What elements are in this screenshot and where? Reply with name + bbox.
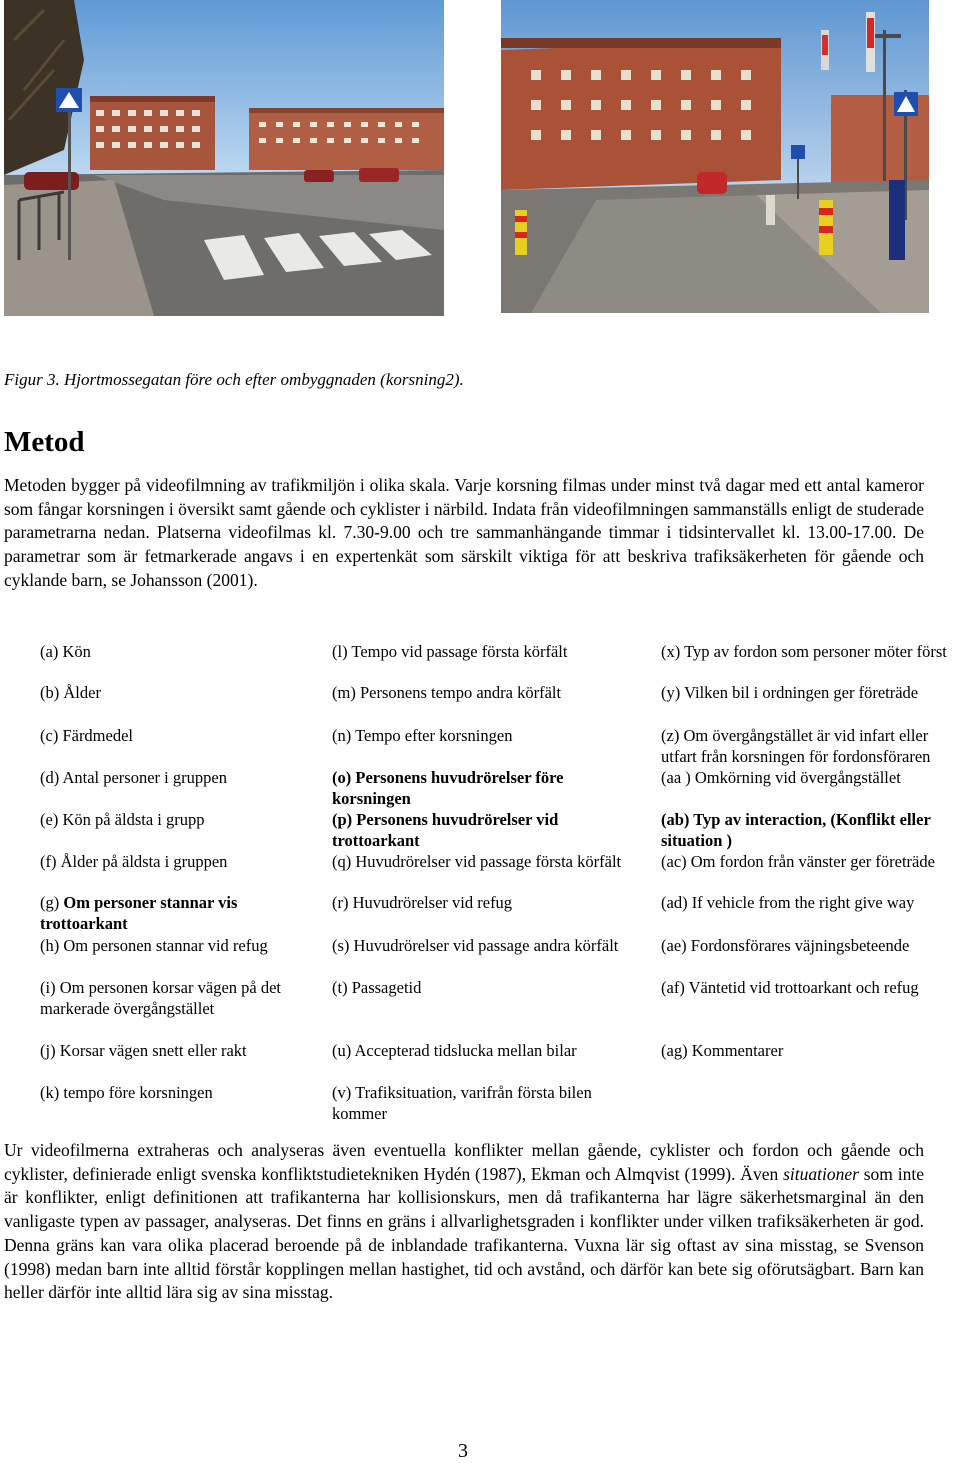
param-n: (n) Tempo efter korsningen: [332, 726, 513, 745]
param-j: (j) Korsar vägen snett eller rakt: [40, 1041, 247, 1060]
param-z: (z) Om övergångstället är vid infart eller utfart från korsningen för fordonsföraren: [661, 726, 931, 766]
param-r: (r) Huvudrörelser vid refug: [332, 893, 513, 912]
param-y: (y) Vilken bil i ordningen ger företräde: [661, 683, 919, 702]
figure-caption: Figur 3. Hjortmossegatan före och efter ombyggnaden (korsning2).: [4, 370, 464, 389]
param-ae: (ae) Fordonsförares väjningsbeteende: [661, 936, 910, 955]
photo-after: [501, 0, 929, 313]
param-f: (f) Ålder på äldsta i gruppen: [40, 852, 228, 871]
param-b: (b) Ålder: [40, 683, 101, 702]
param-ac: (ac) Om fordon från vänster ger företräde: [661, 852, 935, 871]
conclusion-paragraph: [4, 1139, 924, 1305]
param-u: (u) Accepterad tidslucka mellan bilar: [332, 1041, 577, 1060]
param-l: (l) Tempo vid passage första körfält: [332, 642, 568, 661]
param-d: (d) Antal personer i gruppen: [40, 768, 227, 787]
param-h: (h) Om personen stannar vid refug: [40, 936, 268, 955]
param-v: (v) Trafiksituation, varifrån första bilen kommer: [332, 1083, 592, 1123]
param-ag: (ag) Kommentarer: [661, 1041, 784, 1060]
photo-before: [4, 0, 444, 316]
param-aa: (aa ) Omkörning vid övergångstället: [661, 768, 901, 787]
param-t: (t) Passagetid: [332, 978, 422, 997]
param-g-label: Om personer stannar vis trottoarkant: [40, 893, 238, 933]
param-c: (c) Färdmedel: [40, 726, 133, 745]
conclusion-text-2: som inte är konflikter, enligt definitionen att trafikanterna har kollisionskurs, men då trafikanterna har lägre säkerhetsmarginal än den vanligaste typen av passager, analyseras. Det finns en gräns i allvarlighetsgraden i konflikter under vilken trafiksäkerheten är god. Denna gräns kan vara olika placerad beroende på de inblandade trafikanterna. Vuxna lär sig oftast av sina misstag, se Svenson (1998) medan barn inte alltid förstår kopplingen mellan hastighet, tid och avstånd, och därför kan bete sig oförutsägbart. Barn kan heller därför inte alltid lära sig av sina misstag.: [4, 1163, 924, 1303]
section-heading: Metod: [4, 426, 85, 458]
conclusion-text-1: Ur videofilmerna extraheras och analyseras även eventuella konflikter mellan gående, cyklister och fordon och gående och cyklister, definierade enligt svenska konfliktstudietekniken Hydén (1987), Ekman och Almqvist (1999). Även: [4, 1140, 924, 1184]
param-o: (o) Personens huvudrörelser före korsningen: [332, 768, 564, 808]
param-s: (s) Huvudrörelser vid passage andra körfält: [332, 936, 619, 955]
param-g-prefix: (g): [40, 893, 64, 912]
page-number: 3: [458, 1440, 468, 1462]
param-p: (p) Personens huvudrörelser vid trottoarkant: [332, 810, 559, 850]
param-e: (e) Kön på äldsta i grupp: [40, 810, 205, 829]
param-a: (a) Kön: [40, 642, 91, 661]
param-g: [40, 893, 290, 934]
param-i: (i) Om personen korsar vägen på det markerade övergångstället: [40, 978, 281, 1018]
param-q: (q) Huvudrörelser vid passage första körfält: [332, 852, 622, 871]
param-ad: (ad) If vehicle from the right give way: [661, 893, 915, 912]
param-k: (k) tempo före korsningen: [40, 1083, 213, 1102]
param-m: (m) Personens tempo andra körfält: [332, 683, 562, 702]
param-ab: (ab) Typ av interaction, (Konflikt eller situation ): [661, 810, 931, 850]
conclusion-emphasis: situationer: [783, 1163, 859, 1184]
intro-paragraph: Metoden bygger på videofilmning av trafikmiljön i olika skala. Varje korsning filmas under minst två dagar med ett antal kameror som fångar korsningen i översikt samt gående och cyklister i närbild. Indata från videofilmningen sammanställs enligt de studerade parametrarna nedan. Platserna videofilmas kl. 7.30-9.00 och tre sammanhängande timmar i tidsintervallet kl. 13.00-17.00. De parametrar som är fetmarkerade angavs i en expertenkät som särskilt viktiga för att beskriva trafiksäkerheten för gående och cyklande barn, se Johansson (2001).: [4, 475, 924, 590]
param-x: (x) Typ av fordon som personer möter först: [661, 642, 947, 661]
param-af: (af) Väntetid vid trottoarkant och refug: [661, 978, 919, 997]
